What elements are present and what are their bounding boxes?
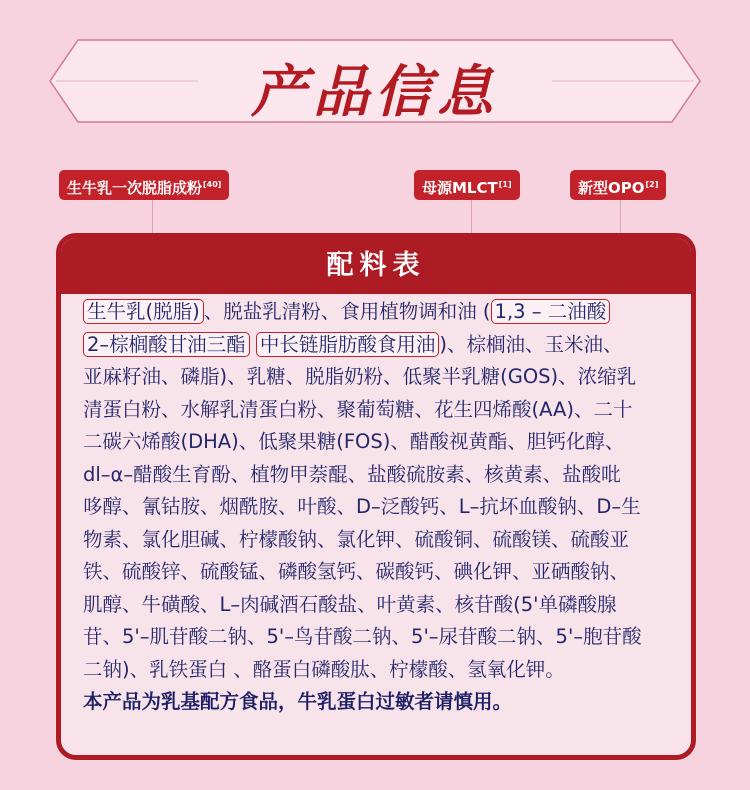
ingredient-line: 二碳六烯酸(DHA)、低聚果糖(FOS)、醋酸视黄酯、胆钙化醇、	[83, 430, 625, 453]
ingredient-line: 亚麻籽油、磷脂)、乳糖、脱脂奶粉、低聚半乳糖(GOS)、浓缩乳	[83, 365, 637, 388]
ingredient-line: 苷、5'–肌苷酸二钠、5'–鸟苷酸二钠、5'–尿苷酸二钠、5'–胞苷酸	[83, 625, 642, 648]
highlight-box: 1,3 – 二油酸	[491, 299, 611, 324]
ingredients-card	[56, 233, 696, 760]
tag-label: 生牛乳一次脱脂成粉	[67, 179, 203, 197]
tag-ref: [1]	[498, 180, 512, 189]
tag-label: 新型OPO	[578, 179, 645, 197]
page-title: 产品信息	[251, 60, 499, 125]
ingredient-line: 铁、硫酸锌、硫酸锰、磷酸氢钙、碳酸钙、碘化钾、亚硒酸钠、	[83, 560, 630, 583]
tag-opo	[570, 170, 666, 200]
highlight-box: 2–棕榈酸甘油三酯	[83, 332, 250, 357]
highlight-box: 生牛乳(脱脂)	[83, 299, 204, 324]
tag-label: 母源MLCT	[422, 179, 498, 197]
ingredient-text: )、棕榈油、玉米油、	[439, 332, 623, 356]
ingredient-line	[83, 296, 677, 329]
ingredient-text: 、脱盐乳清粉、食用植物调和油 (	[203, 300, 491, 323]
ingredient-line: 肌醇、牛磺酸、L–肉碱酒石酸盐、叶黄素、核苷酸(5'单磷酸腺	[83, 592, 617, 616]
tag-ref: [2]	[645, 180, 659, 189]
ingredients-list	[83, 296, 677, 719]
tag-mlct	[414, 170, 520, 200]
card-title: 配料表	[61, 238, 691, 294]
title-banner	[48, 38, 702, 124]
tag-ref: [40]	[203, 180, 222, 189]
ingredient-line: 物素、氯化胆碱、柠檬酸钠、氯化钾、硫酸铜、硫酸镁、硫酸亚	[83, 527, 630, 551]
ingredient-line: dl–α–醋酸生育酚、植物甲萘醌、盐酸硫胺素、核黄素、盐酸吡	[83, 462, 621, 486]
ingredient-line	[83, 329, 677, 362]
tag-skim-milk-powder	[59, 170, 229, 200]
ingredient-line: 哆醇、氰钴胺、烟酰胺、叶酸、D–泛酸钙、L–抗坏血酸钠、D–生	[83, 495, 641, 518]
ingredient-line: 清蛋白粉、水解乳清蛋白粉、聚葡萄糖、花生四烯酸(AA)、二十	[83, 397, 633, 421]
ingredient-line: 二钠)、乳铁蛋白 、酪蛋白磷酸肽、柠檬酸、氢氧化钾。	[83, 657, 565, 681]
highlight-box: 中长链脂肪酸食用油	[256, 332, 440, 357]
allergy-warning: 本产品为乳基配方食品，牛乳蛋白过敏者请慎用。	[83, 690, 513, 713]
